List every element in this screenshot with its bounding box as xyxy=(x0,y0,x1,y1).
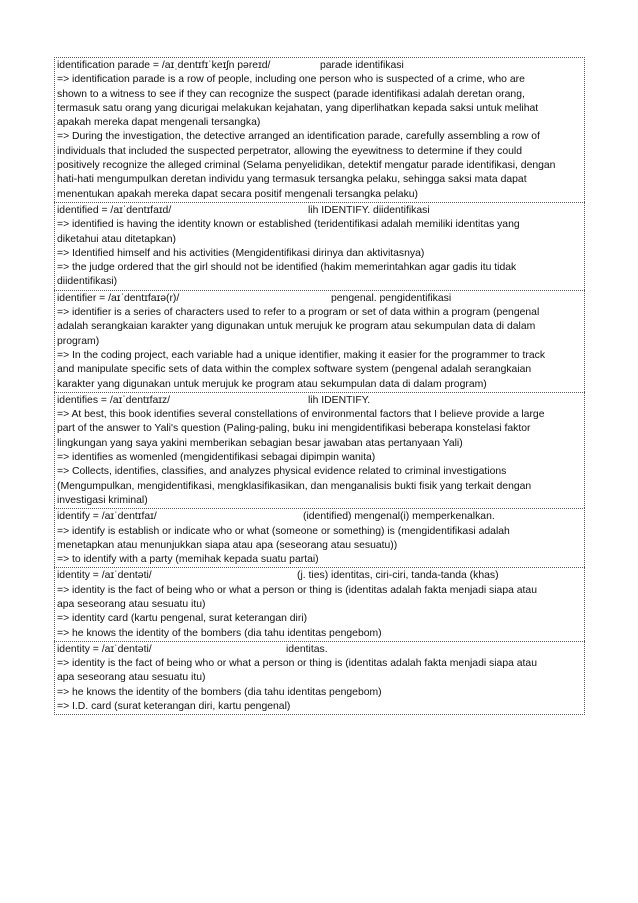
entry-headword: identifier = /aɪˈdentɪfaɪə(r)/ xyxy=(57,292,180,304)
entry-headword: identity = /aɪˈdentəti/ xyxy=(57,570,152,582)
entry-gloss: parade identifikasi xyxy=(320,60,404,71)
entry-headword: identifies = /aɪˈdentɪfaɪz/ xyxy=(57,394,171,406)
dictionary-entry xyxy=(54,641,585,715)
entry-gloss: (j. ties) identitas, ciri-ciri, tanda-tanda (khas) xyxy=(297,570,499,582)
example-line: => identify is establish or indicate who or what (someone or something) is (mengidentifikasi adalah xyxy=(57,525,510,537)
example-line: => Collects, identifies, classifies, and analyzes physical evidence related to criminal investigations xyxy=(57,466,507,478)
text-line: menentukan apakah mereka dapat secara positif mengenali tersangka pelaku) xyxy=(57,188,419,200)
example-line: => identity card (kartu pengenal, surat keterangan diri) xyxy=(57,613,308,625)
example-line: => Identified himself and his activities (Mengidentifikasi dirinya dan aktivitasnya) xyxy=(57,247,425,259)
text-line: termasuk satu orang yang dicurigai melakukan kejahatan, yang diperlihatkan kepada saksi untuk melihat xyxy=(57,102,539,114)
text-line: apakah mereka dapat mengenali tersangka) xyxy=(57,117,261,129)
dictionary-document xyxy=(54,57,585,715)
entry-headword-line xyxy=(57,394,582,408)
text-line: karakter yang digunakan untuk merujuk ke program atau sekumpulan data di dalam program) xyxy=(57,378,487,390)
example-line: => identified is having the identity known or established (teridentifikasi adalah memiliki identitas yang xyxy=(57,219,520,231)
entry-headword-line xyxy=(57,569,582,583)
example-line: => identity is the fact of being who or what a person or thing is (identitas adalah fakta menjadi siapa atau xyxy=(57,658,537,670)
example-line: => During the investigation, the detective arranged an identification parade, carefully assembling a row of xyxy=(57,131,540,143)
example-line: => identifier is a series of characters used to refer to a program or set of data within a program (pengenal xyxy=(57,307,540,319)
text-line: shown to a witness to see if they can recognize the suspect (parade identifikasi adalah deretan orang, xyxy=(57,88,525,100)
text-line: positively recognize the alleged criminal (Selama penyelidikan, detektif mengatur parade identifikasi, dengan xyxy=(57,160,556,172)
dictionary-entry xyxy=(54,508,585,567)
text-line: lingkungan yang saya yakini memberikan sebagian besar jawaban atas pertanyaan Yali) xyxy=(57,437,463,449)
dictionary-entry xyxy=(54,57,585,202)
text-line: and manipulate specific sets of data within the complex software system (pengenal adalah serangkaian xyxy=(57,364,532,376)
example-line: => I.D. card (surat keterangan diri, kartu pengenal) xyxy=(57,701,291,713)
example-line: => the judge ordered that the girl should not be identified (hakim memerintahkan agar gadis itu tidak xyxy=(57,262,517,274)
entry-gloss: lih IDENTIFY. xyxy=(308,394,371,406)
text-line: apa seseorang atau sesuatu itu) xyxy=(57,598,206,610)
entry-headword-line xyxy=(57,204,582,218)
text-line: diketahui atau ditetapkan) xyxy=(57,233,177,245)
example-line: => identity is the fact of being who or what a person or thing is (identitas adalah fakta menjadi siapa atau xyxy=(57,584,537,596)
example-line: => At best, this book identifies several constellations of environmental factors that I believe provide a large xyxy=(57,409,545,421)
entry-headword-line xyxy=(57,59,582,73)
text-line: diidentifikasi) xyxy=(57,276,118,288)
text-line: part of the answer to Yali's question (Paling-paling, buku ini mengidentifikasi beberapa konstelasi faktor xyxy=(57,423,531,435)
example-line: => identification parade is a row of people, including one person who is suspected of a crime, who are xyxy=(57,74,525,86)
entry-headword: identification parade = /aɪˌdentɪfɪˈkeɪʃn pəreɪd/ xyxy=(57,60,271,71)
entry-gloss: identitas. xyxy=(286,643,328,655)
text-line: menetapkan atau menunjukkan siapa atau apa (seseorang atau sesuatu)) xyxy=(57,539,398,551)
example-line: => to identify with a party (memihak kepada suatu partai) xyxy=(57,554,319,566)
dictionary-entry xyxy=(54,290,585,392)
text-line: apa seseorang atau sesuatu itu) xyxy=(57,672,206,684)
text-line: investigasi kriminal) xyxy=(57,494,148,506)
example-line: => identifies as womenled (mengidentifikasi sebagai dipimpin wanita) xyxy=(57,452,376,464)
entry-headword-line xyxy=(57,643,582,657)
entry-gloss: (identified) mengenal(i) memperkenalkan. xyxy=(303,511,495,523)
text-line: adalah serangkaian karakter yang digunakan untuk merujuk ke program atau sekumpulan data di dalam xyxy=(57,321,536,333)
dictionary-entry xyxy=(54,392,585,508)
text-line: hati-hati mengumpulkan deretan individu yang termasuk tersangka pelaku, sehingga saksi mata dapat xyxy=(57,174,527,186)
dictionary-entry xyxy=(54,567,585,640)
example-line: => In the coding project, each variable had a unique identifier, making it easier for the programmer to track xyxy=(57,349,546,361)
example-line: => he knows the identity of the bombers (dia tahu identitas pengebom) xyxy=(57,686,382,698)
entry-headword: identified = /aɪˈdentɪfaɪd/ xyxy=(57,204,172,216)
text-line: (Mengumpulkan, mengidentifikasi, mengklasifikasikan, dan menganalisis bukti fisik yang terkait dengan xyxy=(57,480,532,492)
entry-headword: identity = /aɪˈdentəti/ xyxy=(57,643,152,655)
entry-gloss: lih IDENTIFY. diidentifikasi xyxy=(308,204,430,216)
example-line: => he knows the identity of the bombers (dia tahu identitas pengebom) xyxy=(57,627,382,639)
text-line: program) xyxy=(57,335,100,347)
text-line: individuals that included the suspected perpetrator, allowing the eyewitness to determine if they could xyxy=(57,145,522,157)
entry-headword-line xyxy=(57,292,582,306)
dictionary-entry xyxy=(54,202,585,290)
entry-gloss: pengenal. pengidentifikasi xyxy=(331,292,452,304)
entry-headword: identify = /aɪˈdentɪfaɪ/ xyxy=(57,511,157,523)
entry-headword-line xyxy=(57,510,582,524)
